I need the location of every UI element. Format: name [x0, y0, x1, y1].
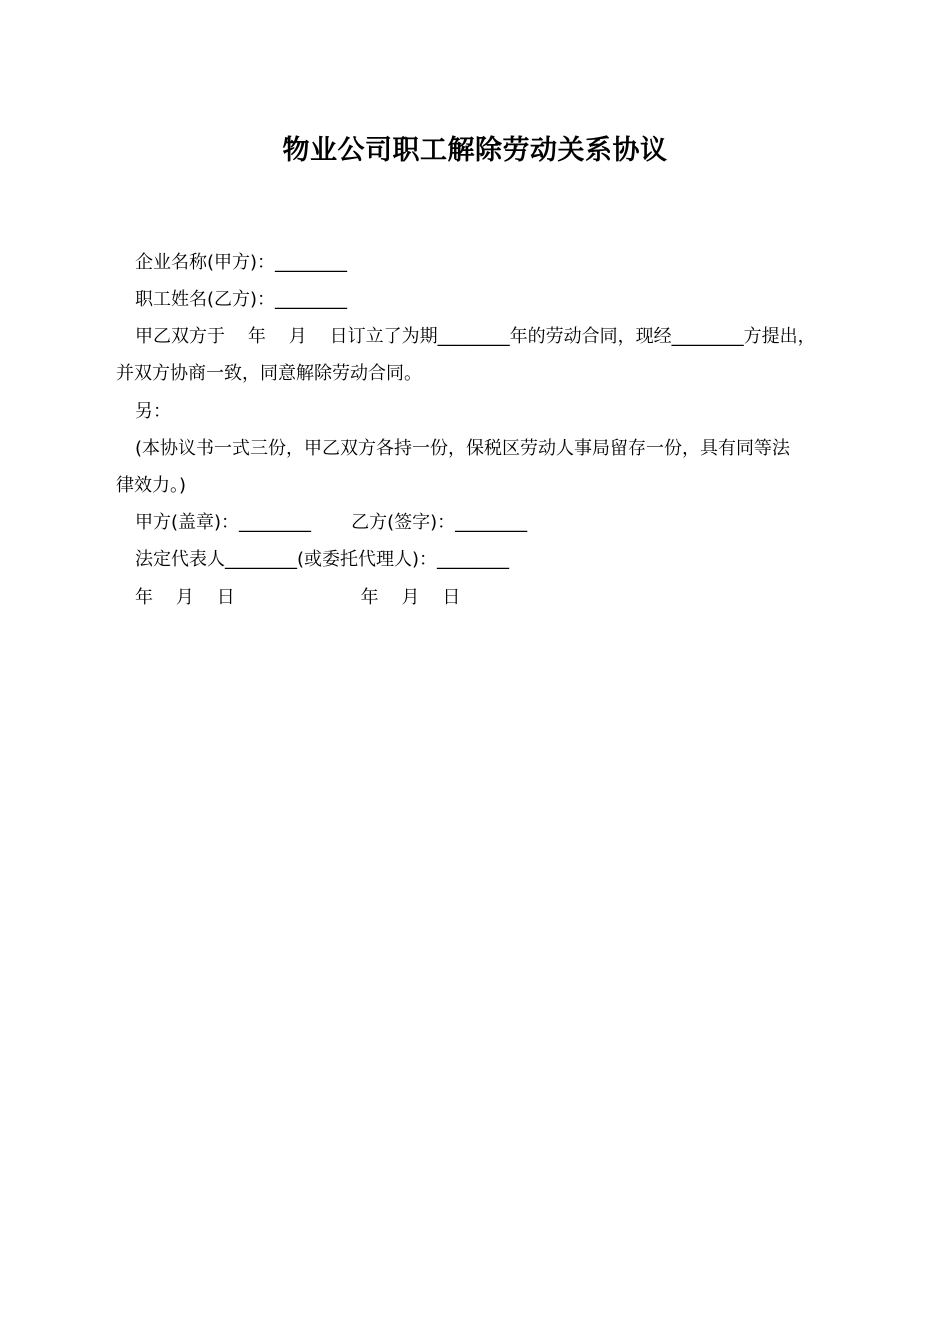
copies-note-line-1: (本协议书一式三份，甲乙双方各持一份，保税区劳动人事局留存一份，具有同等法	[135, 438, 791, 459]
legal-representative-line: 法定代表人________(或委托代理人)：________	[135, 549, 510, 570]
date-line: 年 月 日 年 月 日	[135, 587, 461, 608]
contract-paragraph-line-1: 甲乙双方于 年 月 日订立了为期________年的劳动合同，现经________方提出，	[135, 326, 816, 347]
contract-paragraph-line-2: 并双方协商一致，同意解除劳动合同。	[116, 363, 422, 384]
party-b-employee-name-line: 职工姓名(乙方)：________	[135, 289, 348, 310]
document-title: 物业公司职工解除劳动关系协议	[282, 135, 668, 166]
signature-line: 甲方(盖章)：________ 乙方(签字)：________	[135, 512, 528, 533]
party-a-company-name-line: 企业名称(甲方)：________	[135, 252, 348, 273]
copies-note-line-2: 律效力。)	[116, 475, 187, 496]
additional-terms-label: 另：	[135, 401, 171, 422]
